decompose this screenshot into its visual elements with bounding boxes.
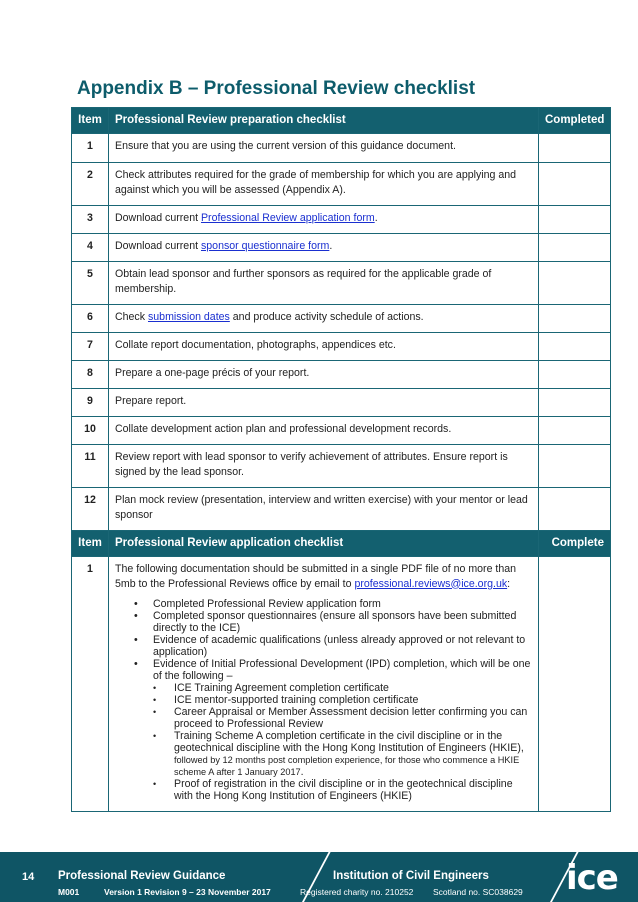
app-item-header: Item (72, 531, 109, 557)
item-number: 2 (72, 163, 109, 206)
intro-end: : (507, 577, 511, 590)
item-text: Review report with lead sponsor to verify achievement of attributes. Ensure report is signed by the lead sponsor. (109, 445, 539, 488)
list-item (153, 658, 532, 802)
table-row (72, 163, 611, 206)
table-row (72, 389, 611, 417)
completed-cell[interactable] (539, 206, 611, 234)
table-row (72, 488, 611, 531)
application-intro (115, 562, 532, 591)
table-row (72, 557, 611, 812)
text-suffix: . (374, 212, 378, 224)
scotland-number: Scotland no. SC038629 (433, 887, 523, 897)
page-number: 14 (22, 871, 35, 883)
item-text: Plan mock review (presentation, interview and written exercise) with your mentor or lead sponsor (109, 488, 539, 531)
item-text (109, 557, 539, 812)
completed-cell[interactable] (539, 305, 611, 333)
table-row (72, 361, 611, 389)
prep-completed-header: Completed (539, 108, 611, 134)
item-text: Obtain lead sponsor and further sponsors as required for the applicable grade of membership. (109, 262, 539, 305)
sponsor-questionnaire-link[interactable]: sponsor questionnaire form (200, 240, 330, 252)
item-number: 6 (72, 305, 109, 333)
checklist-table (71, 107, 611, 812)
doc-code: M001 (58, 887, 80, 897)
table-row (72, 305, 611, 333)
sub-list-item: • Career Appraisal or Member Assessment decision letter confirming you can proceed to Professional Review (174, 706, 532, 730)
item-text (109, 234, 539, 262)
text-prefix: Download current (115, 212, 201, 224)
item-number: 7 (72, 333, 109, 361)
item-number: 12 (72, 488, 109, 531)
item-number: 8 (72, 361, 109, 389)
completed-cell[interactable] (539, 445, 611, 488)
application-form-link[interactable]: Professional Review application form (200, 212, 375, 224)
scheme-a-end: . (300, 766, 304, 778)
item-text: Prepare a one-page précis of your report. (109, 361, 539, 389)
sub-list-item: • Proof of registration in the civil discipline or in the geotechnical discipline with the Hong Kong Institution of Engineers (HKIE) (174, 778, 532, 802)
completed-cell[interactable] (539, 488, 611, 531)
ipd-sub-list (153, 682, 532, 802)
text-suffix: and produce activity schedule of actions. (229, 311, 424, 323)
completed-cell[interactable] (539, 557, 611, 812)
completed-cell[interactable] (539, 417, 611, 445)
completed-cell[interactable] (539, 361, 611, 389)
prep-checklist-header: Professional Review preparation checklist (109, 108, 539, 134)
item-text: Ensure that you are using the current version of this guidance document. (109, 134, 539, 163)
submission-dates-link[interactable]: submission dates (147, 311, 230, 323)
documentation-list (115, 598, 532, 802)
scheme-a-text: Training Scheme A completion certificate in the civil discipline or in the geotechnical discipline with the Hong Kong Institution of Engineers (HKIE), (174, 730, 524, 754)
item-number: 1 (72, 134, 109, 163)
page-footer (0, 852, 638, 902)
table-row (72, 262, 611, 305)
app-complete-header: Complete (539, 531, 611, 557)
table-row (72, 134, 611, 163)
item-number: 10 (72, 417, 109, 445)
intro-text: The following documentation should be submitted in a single PDF file of no more than 5mb to the Professional Reviews office by email to (115, 563, 517, 590)
sub-list-item: • ICE Training Agreement completion certificate (174, 682, 532, 694)
scheme-a-note: followed by 12 months post completion experience, for those who commence a HKIE scheme A after 1 January 2017 (174, 755, 520, 777)
list-item: • Evidence of academic qualifications (unless already approved or not relevant to application) (153, 634, 532, 658)
item-text (109, 206, 539, 234)
charity-number: Registered charity no. 210252 (300, 887, 414, 897)
page-title: Appendix B – Professional Review checklist (77, 78, 476, 99)
email-link[interactable]: professional.reviews@ice.org.uk (354, 577, 508, 590)
preparation-header-row (72, 108, 611, 134)
version-info: Version 1 Revision 9 – 23 November 2017 (104, 887, 271, 897)
table-row (72, 417, 611, 445)
table-row (72, 234, 611, 262)
completed-cell[interactable] (539, 234, 611, 262)
text-prefix: Download current (115, 240, 201, 252)
text-prefix: Check (115, 311, 148, 323)
item-number: 9 (72, 389, 109, 417)
completed-cell[interactable] (539, 333, 611, 361)
item-text: Prepare report. (109, 389, 539, 417)
institution-name: Institution of Civil Engineers (333, 870, 489, 882)
sub-list-item (174, 730, 532, 778)
completed-cell[interactable] (539, 389, 611, 417)
item-number: 5 (72, 262, 109, 305)
table-row (72, 333, 611, 361)
completed-cell[interactable] (539, 262, 611, 305)
item-text: Collate report documentation, photographs, appendices etc. (109, 333, 539, 361)
app-checklist-header: Professional Review application checklist (109, 531, 539, 557)
completed-cell[interactable] (539, 134, 611, 163)
item-text: Collate development action plan and professional development records. (109, 417, 539, 445)
application-header-row (72, 531, 611, 557)
completed-cell[interactable] (539, 163, 611, 206)
ice-logo: ice (566, 858, 618, 898)
text-suffix: . (329, 240, 333, 252)
list-item: • Completed sponsor questionnaires (ensure all sponsors have been submitted directly to the ICE) (153, 610, 532, 634)
item-number: 1 (72, 557, 109, 812)
prep-item-header: Item (72, 108, 109, 134)
guide-title: Professional Review Guidance (58, 870, 226, 882)
item-number: 3 (72, 206, 109, 234)
item-text (109, 305, 539, 333)
table-row (72, 206, 611, 234)
item-number: 4 (72, 234, 109, 262)
item-number: 11 (72, 445, 109, 488)
ipd-evidence-text: Evidence of Initial Professional Development (IPD) completion, which will be one of the following – (153, 658, 531, 682)
table-row (72, 445, 611, 488)
item-text: Check attributes required for the grade of membership for which you are applying and against which you will be assessed (Appendix A). (109, 163, 539, 206)
sub-list-item: • ICE mentor-supported training completion certificate (174, 694, 532, 706)
list-item: • Completed Professional Review application form (153, 598, 532, 610)
